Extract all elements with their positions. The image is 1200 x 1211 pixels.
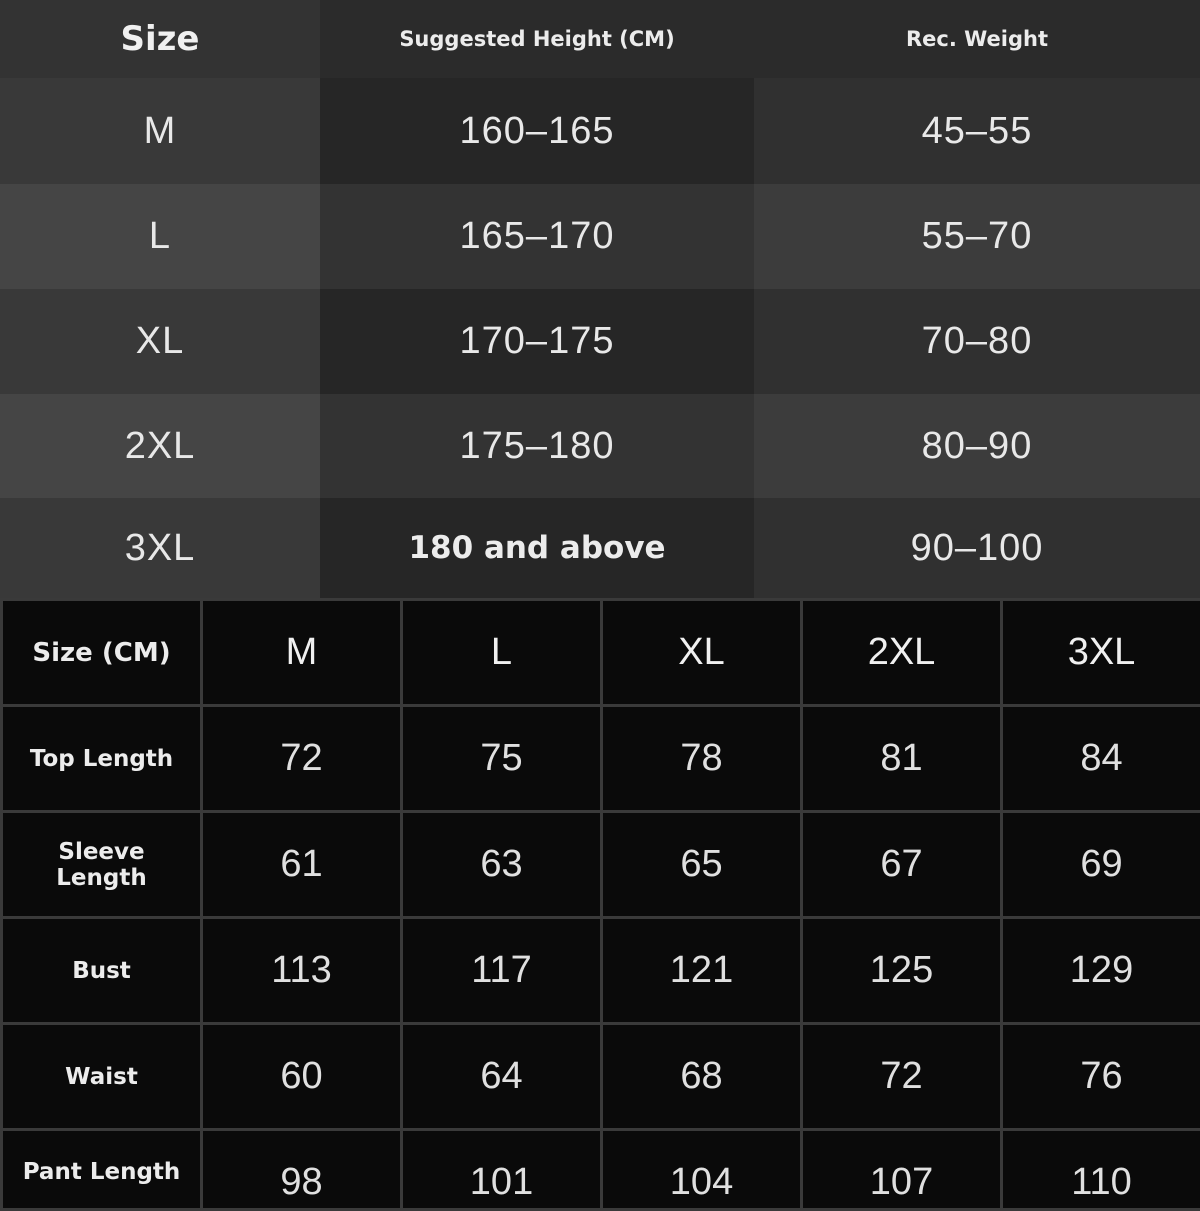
measurement-row (2, 812, 1200, 918)
measurement-label: Waist (2, 1024, 202, 1130)
measurement-value: 60 (202, 1024, 402, 1130)
header-weight-cell (754, 0, 1200, 78)
header-weight-label: Rec. Weight (906, 27, 1048, 51)
measurement-value: 68 (602, 1024, 802, 1130)
row-height: 170–175 (460, 320, 615, 363)
measurement-value: 69 (1002, 812, 1200, 918)
measurement-value: 110 (1002, 1130, 1200, 1210)
measurement-value: 121 (602, 918, 802, 1024)
measurement-value: 64 (402, 1024, 602, 1130)
size-header: M (202, 600, 402, 706)
row-height: 160–165 (460, 110, 615, 153)
measurement-value: 129 (1002, 918, 1200, 1024)
row-height: 180 and above (408, 530, 665, 566)
measurement-value: 101 (402, 1130, 602, 1210)
measurement-value: 72 (202, 706, 402, 812)
measurement-row (2, 1130, 1200, 1210)
recommendation-row (0, 184, 1200, 289)
measurement-value: 76 (1002, 1024, 1200, 1130)
corner-label: Size (CM) (2, 600, 202, 706)
measurement-label: Pant Length (2, 1130, 202, 1210)
measurement-value: 78 (602, 706, 802, 812)
measurement-label: Top Length (2, 706, 202, 812)
size-header: XL (602, 600, 802, 706)
measurement-label: Sleeve Length (2, 812, 202, 918)
measurement-header-row (2, 600, 1200, 706)
measurement-value: 65 (602, 812, 802, 918)
row-height: 165–170 (460, 215, 615, 258)
measurement-value: 84 (1002, 706, 1200, 812)
measurement-value: 125 (802, 918, 1002, 1024)
header-height-label: Suggested Height (CM) (399, 27, 674, 51)
row-weight: 90–100 (911, 527, 1044, 570)
measurement-value: 113 (202, 918, 402, 1024)
recommendation-row (0, 498, 1200, 598)
row-height: 175–180 (460, 425, 615, 468)
row-weight: 70–80 (922, 320, 1033, 363)
size-recommendation-table (0, 0, 1200, 598)
recommendation-row (0, 394, 1200, 498)
size-header: 3XL (1002, 600, 1200, 706)
measurement-value: 72 (802, 1024, 1002, 1130)
row-size: M (144, 110, 177, 153)
header-size-label: Size (121, 19, 200, 59)
recommendation-row (0, 78, 1200, 184)
measurement-table (0, 598, 1200, 1200)
measurement-row (2, 918, 1200, 1024)
measurement-value: 75 (402, 706, 602, 812)
row-size: 2XL (125, 425, 196, 468)
measurement-value: 98 (202, 1130, 402, 1210)
size-header: 2XL (802, 600, 1002, 706)
measurement-value: 107 (802, 1130, 1002, 1210)
measurement-value: 61 (202, 812, 402, 918)
measurement-row (2, 706, 1200, 812)
row-size: L (149, 215, 171, 258)
row-weight: 45–55 (922, 110, 1033, 153)
measurement-value: 117 (402, 918, 602, 1024)
recommendation-row (0, 289, 1200, 394)
header-height-cell (320, 0, 754, 78)
row-size: 3XL (125, 527, 196, 570)
size-header: L (402, 600, 602, 706)
measurement-value: 81 (802, 706, 1002, 812)
measurement-label: Bust (2, 918, 202, 1024)
measurement-value: 67 (802, 812, 1002, 918)
row-weight: 55–70 (922, 215, 1033, 258)
measurement-row (2, 1024, 1200, 1130)
recommendation-header-row (0, 0, 1200, 78)
measurement-value: 63 (402, 812, 602, 918)
row-size: XL (136, 320, 184, 363)
measurement-value: 104 (602, 1130, 802, 1210)
row-weight: 80–90 (922, 425, 1033, 468)
header-size-cell (0, 0, 320, 78)
